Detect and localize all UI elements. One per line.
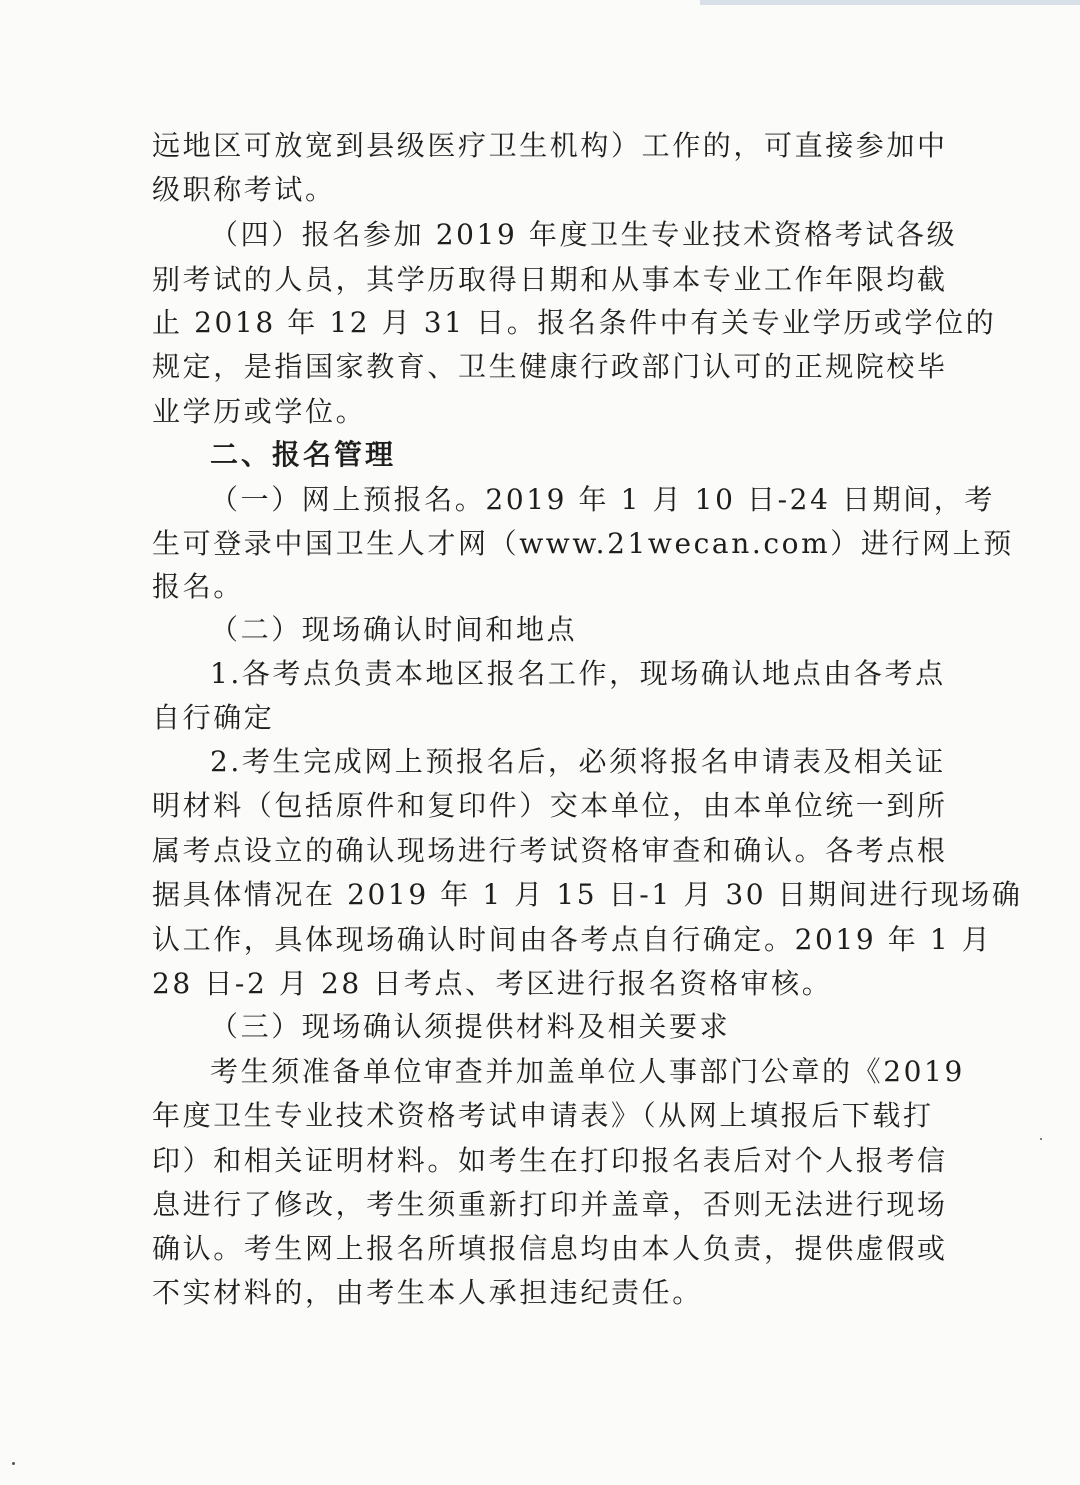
text-line: 1.各考点负责本地区报名工作，现场确认地点由各考点 (210, 657, 946, 690)
text-line: 止 2018 年 12 月 31 日。报名条件中有关专业学历或学位的 (152, 306, 997, 339)
text-line: 印）和相关证明材料。如考生在打印报名表后对个人报考信 (152, 1144, 948, 1177)
text-line: 年度卫生专业技术资格考试申请表》（从网上填报后下载打 (152, 1099, 934, 1132)
text-line: （四）报名参加 2019 年度卫生专业技术资格考试各级 (210, 218, 958, 251)
text-line: 生可登录中国卫生人才网（www.21wecan.com）进行网上预 (152, 527, 1014, 560)
text-line: 确认。考生网上报名所填报信息均由本人负责，提供虚假或 (152, 1232, 948, 1265)
section-heading: 二、报名管理 (210, 438, 397, 471)
text-line: 息进行了修改，考生须重新打印并盖章，否则无法进行现场 (152, 1188, 948, 1221)
text-line: 业学历或学位。 (152, 395, 367, 428)
scan-speck (1040, 1138, 1042, 1140)
text-line: 自行确定 (152, 701, 275, 734)
text-line: 属考点设立的确认现场进行考试资格审查和确认。各考点根 (152, 834, 948, 867)
text-line: 远地区可放宽到县级医疗卫生机构）工作的，可直接参加中 (152, 129, 948, 162)
scan-speck (12, 1462, 15, 1465)
text-line: 规定，是指国家教育、卫生健康行政部门认可的正规院校毕 (152, 350, 948, 383)
text-line: 28 日-2 月 28 日考点、考区进行报名资格审核。 (152, 967, 833, 1000)
text-line: 考生须准备单位审查并加盖单位人事部门公章的《2019 (210, 1055, 965, 1088)
text-line: 明材料（包括原件和复印件）交本单位，由本单位统一到所 (152, 789, 948, 822)
text-line: 报名。 (152, 570, 244, 603)
subsection-heading: （三）现场确认须提供材料及相关要求 (210, 1010, 731, 1043)
text-line: （一）网上预报名。2019 年 1 月 10 日-24 日期间，考 (210, 483, 995, 516)
text-line: 别考试的人员，其学历取得日期和从事本专业工作年限均截 (152, 263, 948, 296)
scan-edge (700, 0, 1080, 5)
subsection-heading: （二）现场确认时间和地点 (210, 613, 578, 646)
text-line: 据具体情况在 2019 年 1 月 15 日-1 月 30 日期间进行现场确 (152, 878, 1023, 911)
text-line: 不实材料的，由考生本人承担违纪责任。 (152, 1276, 703, 1309)
text-line: 级职称考试。 (152, 173, 336, 206)
text-line: 2.考生完成网上预报名后，必须将报名申请表及相关证 (210, 745, 946, 778)
text-line: 认工作，具体现场确认时间由各考点自行确定。2019 年 1 月 (152, 923, 993, 956)
